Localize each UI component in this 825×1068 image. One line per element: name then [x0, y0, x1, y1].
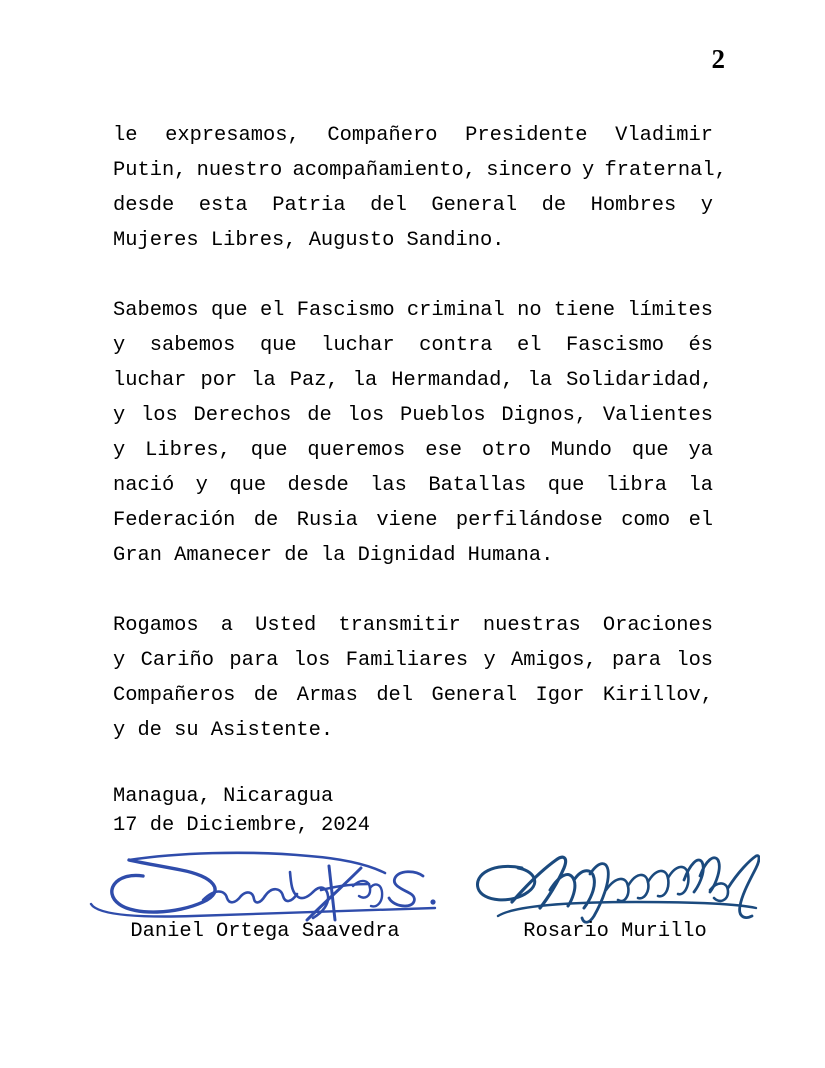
signature-area [0, 846, 825, 966]
text-line: le expresamos, Compañero Presidente Vladimir [113, 124, 714, 147]
handwritten-signature-icon [85, 846, 445, 926]
document-body [113, 118, 727, 748]
text-line: Compañeros de Armas del General Igor Kirillov, [113, 684, 714, 707]
date-line: 17 de Diciembre, 2024 [113, 814, 370, 837]
text-line: y de su Asistente. [113, 719, 334, 742]
signature-name-rosario-murillo: Rosario Murillo [523, 920, 707, 943]
place-line: Managua, Nicaragua [113, 785, 334, 808]
text-line: Gran Amanecer de la Dignidad Humana. [113, 544, 554, 567]
paragraph-1 [113, 118, 727, 258]
text-line: y sabemos que luchar contra el Fascismo és [113, 334, 713, 357]
paragraph-3 [113, 608, 713, 748]
place-date-block [113, 782, 370, 840]
text-line: Mujeres Libres, Augusto Sandino. [113, 229, 505, 252]
text-line: y Libres, que queremos ese otro Mundo que ya [113, 439, 713, 462]
text-line: nació y que desde las Batallas que libra la [113, 474, 713, 497]
text-line: Putin, nuestro acompañamiento, sincero y fraternal, [113, 159, 727, 182]
text-line: y los Derechos de los Pueblos Dignos, Valientes [113, 404, 713, 427]
signature-name-daniel-ortega: Daniel Ortega Saavedra [130, 920, 400, 943]
text-line: Sabemos que el Fascismo criminal no tiene límites [113, 299, 713, 322]
handwritten-signature-icon [470, 846, 760, 926]
text-line: luchar por la Paz, la Hermandad, la Solidaridad, [113, 369, 713, 392]
page-number: 2 [711, 44, 725, 74]
paragraph-2 [113, 293, 713, 573]
text-line: Rogamos a Usted transmitir nuestras Oraciones [113, 614, 713, 637]
text-line: Federación de Rusia viene perfilándose como el [113, 509, 714, 532]
text-line: desde esta Patria del General de Hombres y [113, 194, 714, 217]
text-line: y Cariño para los Familiares y Amigos, para los [113, 649, 714, 672]
